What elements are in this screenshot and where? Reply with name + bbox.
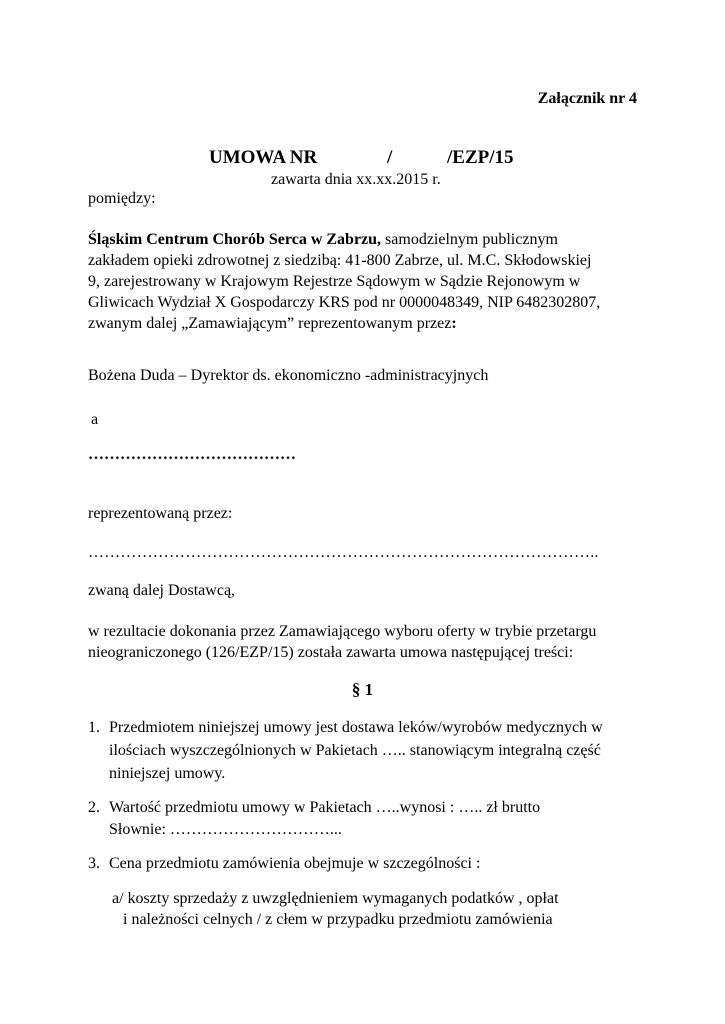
list-item-text: [109, 717, 603, 786]
list-item-number: 3.: [88, 855, 100, 872]
and-conjunction: a: [91, 411, 99, 428]
sub-item-line-1: a/ koszty sprzedaży z uwzględnieniem wymaganych podatków , opłat: [112, 890, 559, 907]
list-item-text: [109, 797, 540, 841]
sub-item: [112, 888, 559, 930]
list-item-line: niniejszej umowy.: [109, 765, 226, 782]
list-item-text: [109, 853, 480, 876]
contract-title: [209, 147, 514, 168]
party-line-1: [88, 229, 600, 250]
list-item-line: Słownie: …………………………...: [109, 821, 342, 838]
contract-date: zawarta dnia xx.xx.2015 r.: [271, 171, 441, 188]
party-line-5-text: zwanym dalej „Zamawiającym” reprezentowanym przez: [88, 315, 452, 332]
party-line-2: zakładem opieki zdrowotnej z siedzibą: 41-800 Zabrze, ul. M.C. Skłodowskiej: [88, 252, 592, 269]
list-item-line: Przedmiotem niniejszej umowy jest dostawa leków/wyrobów medycznych w: [109, 719, 603, 736]
result-statement: [88, 621, 596, 663]
representative-placeholder: …………………………………………………………………………………..: [88, 544, 599, 561]
list-item-line: ilościach wyszczególnionych w Pakietach ….. stanowiącym integralną część: [109, 742, 601, 759]
signatory: Bożena Duda – Dyrektor ds. ekonomiczno -administracyjnych: [88, 367, 489, 384]
paragraph-heading: § 1: [351, 680, 374, 699]
party-line-1-rest: samodzielnym publicznym: [381, 231, 558, 248]
annex-label: Załącznik nr 4: [537, 90, 637, 107]
result-line-2: nieograniczonego (126/EZP/15) została zawarta umowa następującej treści:: [88, 644, 574, 661]
title-suffix: /EZP/15: [447, 147, 514, 168]
title-slash: /: [387, 147, 393, 168]
sub-item-line-2: i należności celnych / z cłem w przypadku przedmiotu zamówienia: [123, 911, 553, 928]
contractor-called: zwaną dalej Dostawcą,: [88, 582, 236, 599]
list-item-number: 1.: [88, 719, 100, 736]
title-prefix: UMOWA NR: [209, 147, 318, 168]
party-line-4: Gliwicach Wydział X Gospodarczy KRS pod nr 0000048349, NIP 6482302807,: [88, 294, 601, 311]
represented-by-label: reprezentowaną przez:: [88, 505, 233, 522]
party-name: Śląskim Centrum Chorób Serca w Zabrzu,: [88, 231, 382, 248]
list-item-number: 2.: [88, 799, 100, 816]
party-line-3: 9, zarejestrowany w Krajowym Rejestrze Sądowym w Sądzie Rejonowym w: [88, 273, 581, 290]
result-line-1: w rezultacie dokonania przez Zamawiającego wyboru oferty w trybie przetargu: [88, 623, 597, 640]
contractor-placeholder: …………………………………: [88, 446, 296, 463]
list-item-line: Cena przedmiotu zamówienia obejmuje w szczególności :: [109, 855, 481, 872]
list-item-line: Wartość przedmiotu umowy w Pakietach …..wynosi : ….. zł brutto: [109, 799, 541, 816]
between-label: pomiędzy:: [88, 190, 156, 207]
party-line-5-colon: :: [451, 315, 457, 332]
party-line-5: [88, 313, 600, 334]
party-ordering: [88, 229, 600, 334]
